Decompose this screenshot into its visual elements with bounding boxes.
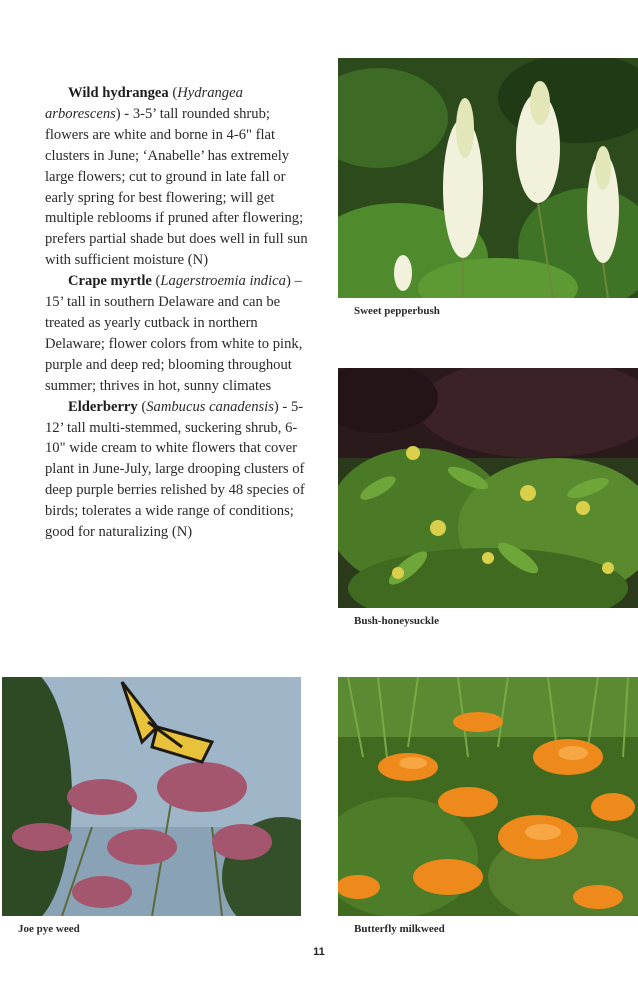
bush-honeysuckle-caption: Bush-honeysuckle	[354, 615, 439, 627]
joe-pye-weed-image	[2, 677, 301, 916]
page-number: 11	[313, 946, 325, 958]
joe-pye-weed-photo	[2, 677, 301, 916]
sweet-pepperbush-photo	[338, 58, 638, 298]
entry-description: ) – 15’ tall in southern Delaware and can be treated as yearly cutback in northern Delaware; flower colors from white to pink, purple and deep red; blooming throughout summer; thrives in hot, sunny climates	[45, 273, 303, 394]
entry-description: ) - 5-12’ tall multi-stemmed, suckering shrub, 6-10" wide cream to white flowers that cover plant in June-July, large drooping clusters of deep purple berries relished by 48 species of birds; tolerates a wide range of conditions; good for naturalizing (N)	[45, 398, 305, 541]
entry-latin: Lagerstroemia indica	[160, 273, 286, 290]
entry-elderberry: Elderberry (Sambucus canadensis) - 5-12’ tall multi-stemmed, suckering shrub, 6-10" wide cream to white flowers that cover plant in June-July, large drooping clusters of deep purple berries relished by 48 species of birds; tolerates a wide range of conditions; good for naturalizing (N)	[45, 398, 305, 541]
entry-name: Crape myrtle	[68, 273, 152, 290]
joe-pye-weed-caption: Joe pye weed	[18, 923, 80, 935]
entry-wild-hydrangea: Wild hydrangea (Hydrangea arborescens) - 3-5’ tall rounded shrub; flowers are white and borne in 4-6" flat clusters in June; ‘Anabelle’ has extremely large flowers; cut to ground in late fall or early spring for best flowering; will get multiple reblooms if pruned after flowering; prefers partial shade but does well in full sun with sufficient moisture (N)	[45, 85, 308, 269]
sweet-pepperbush-caption: Sweet pepperbush	[354, 305, 440, 317]
butterfly-milkweed-caption: Butterfly milkweed	[354, 923, 445, 935]
entry-name: Elderberry	[68, 398, 138, 415]
plant-descriptions	[45, 83, 313, 543]
entry-name: Wild hydrangea	[68, 85, 169, 101]
entry-description: ) - 3-5’ tall rounded shrub; flowers are white and borne in 4-6" flat clusters in June; ‘Anabelle’ has extremely large flowers; cut to ground in late fall or early spring for best flowering; will get multiple reblooms if pruned after flowering; prefers partial shade but does well in full sun with sufficient moisture (N)	[45, 105, 308, 269]
entry-crape-myrtle: Crape myrtle (Lagerstroemia indica) – 15’ tall in southern Delaware and can be treated as yearly cutback in northern Delaware; flower colors from white to pink, purple and deep red; blooming throughout summer; thrives in hot, sunny climates	[45, 273, 303, 394]
butterfly-milkweed-image	[338, 677, 638, 916]
sweet-pepperbush-image	[338, 58, 638, 298]
bush-honeysuckle-photo	[338, 368, 638, 608]
butterfly-milkweed-photo	[338, 677, 638, 916]
bush-honeysuckle-image	[338, 368, 638, 608]
entry-latin: Sambucus canadensis	[146, 398, 274, 415]
entry-latin: Hydrangea arborescens	[45, 85, 243, 122]
